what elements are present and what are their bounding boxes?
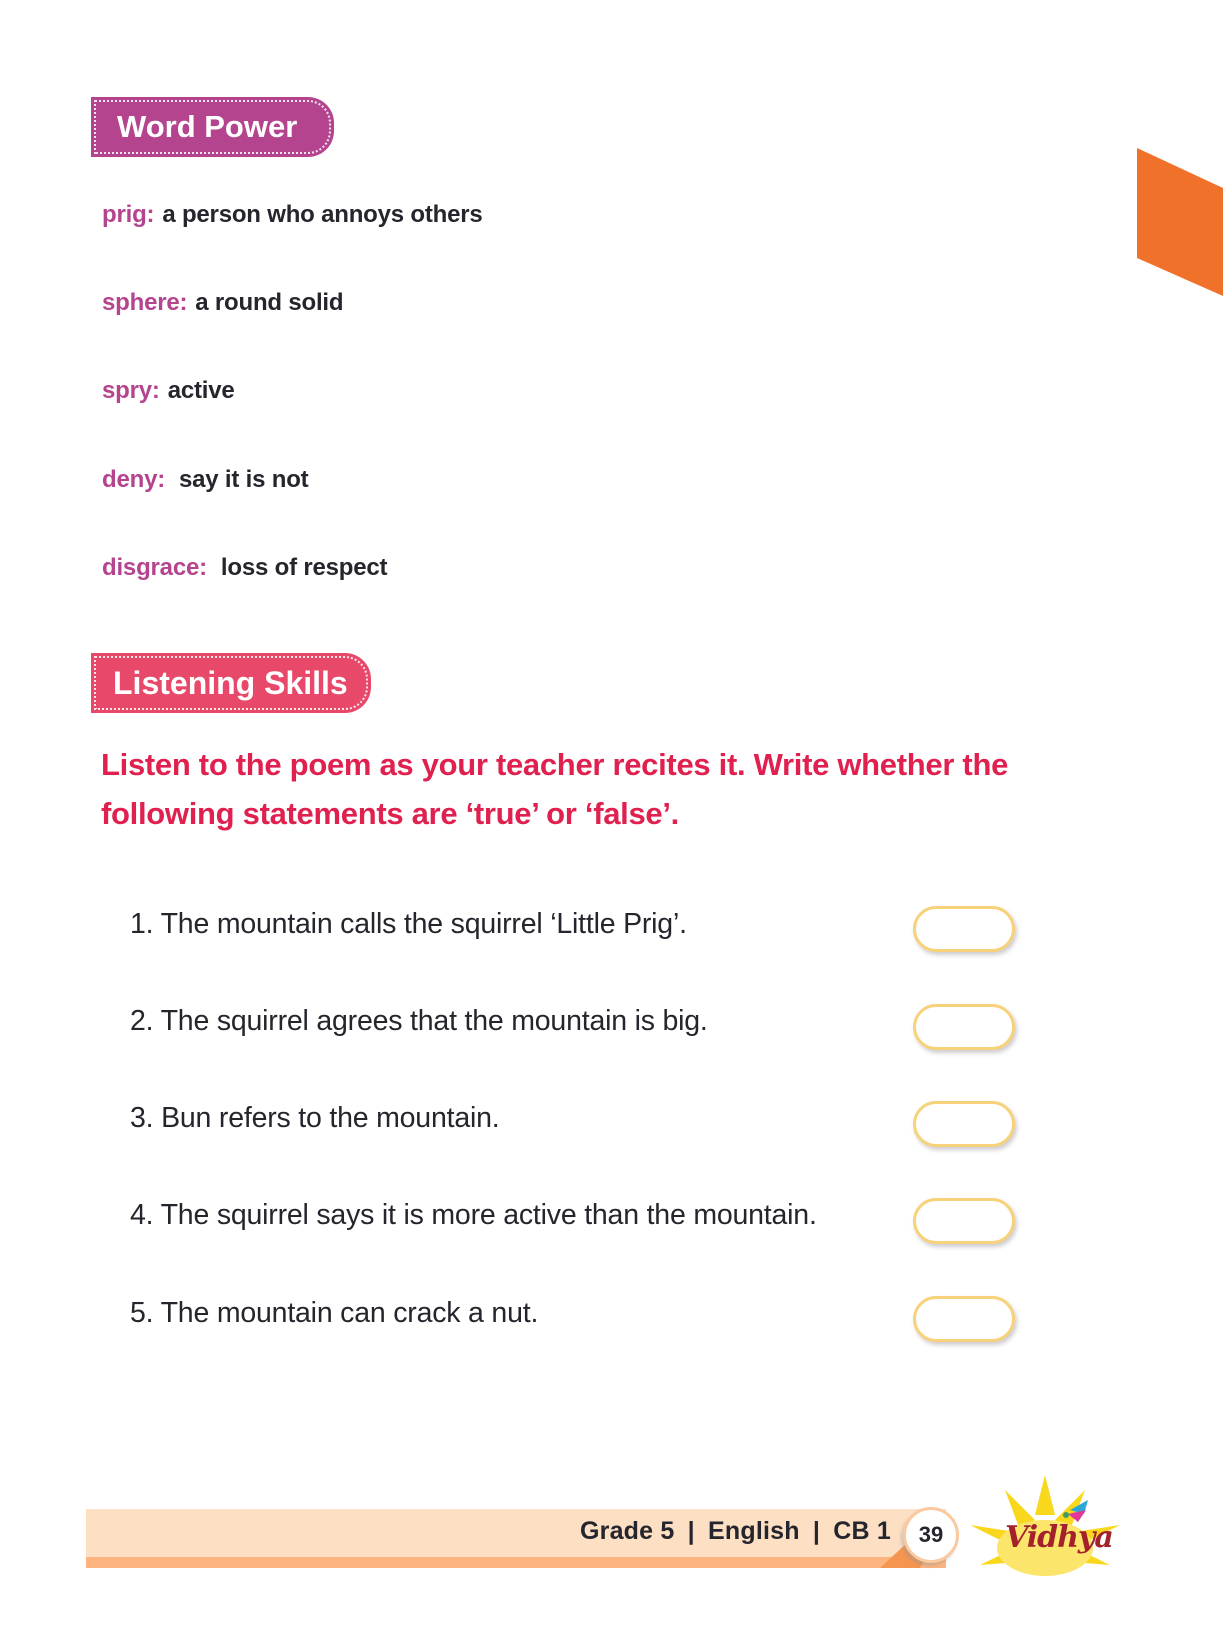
- footer-book-info: [580, 1517, 891, 1546]
- item-number: 3.: [130, 1102, 154, 1134]
- definition-meaning: active: [167, 377, 235, 404]
- definition-item: [102, 201, 483, 229]
- answer-box[interactable]: [913, 1004, 1015, 1050]
- statement-item: [130, 1102, 499, 1135]
- answer-box[interactable]: [913, 1198, 1015, 1244]
- item-text: The mountain can crack a nut.: [160, 1297, 539, 1329]
- definition-term: spry:: [102, 377, 160, 404]
- word-power-badge: [91, 97, 334, 157]
- definition-term: disgrace:: [102, 554, 207, 581]
- listening-skills-title: Listening Skills: [113, 664, 348, 701]
- item-number: 1.: [130, 908, 154, 940]
- footer-book: CB 1: [833, 1517, 891, 1545]
- corner-tab-decoration: [1137, 148, 1223, 296]
- item-text: The squirrel says it is more active than the mountain.: [160, 1199, 817, 1231]
- footer-stripe: [86, 1557, 946, 1568]
- page-number: 39: [903, 1507, 959, 1563]
- footer-subject: English: [708, 1517, 800, 1545]
- definition-term: prig:: [102, 201, 155, 228]
- item-text: The squirrel agrees that the mountain is big.: [160, 1005, 708, 1037]
- footer-grade: Grade 5: [580, 1517, 675, 1545]
- statement-item: [130, 1005, 708, 1038]
- definition-meaning: say it is not: [179, 466, 309, 493]
- footer-separator: |: [812, 1517, 821, 1545]
- item-text: Bun refers to the mountain.: [161, 1102, 500, 1134]
- instruction-line: following statements are ‘true’ or ‘false’.: [101, 796, 679, 831]
- definition-meaning: loss of respect: [220, 554, 388, 581]
- word-power-title: Word Power: [117, 109, 298, 144]
- definition-item: [102, 554, 387, 582]
- footer-separator: |: [687, 1517, 695, 1545]
- definition-item: [102, 289, 343, 317]
- instruction-text: [101, 740, 1141, 838]
- instruction-line: Listen to the poem as your teacher recites it. Write whether the: [101, 747, 1009, 782]
- definition-item: [102, 466, 308, 494]
- item-number: 5.: [130, 1297, 154, 1329]
- statement-item: [130, 908, 687, 941]
- definition-meaning: a person who annoys others: [162, 201, 483, 228]
- definition-term: sphere:: [102, 289, 188, 316]
- answer-box[interactable]: [913, 1101, 1015, 1147]
- answer-box[interactable]: [913, 1296, 1015, 1342]
- definition-meaning: a round solid: [195, 289, 344, 316]
- item-number: 4.: [130, 1199, 154, 1231]
- item-text: The mountain calls the squirrel ‘Little Prig’.: [160, 908, 687, 940]
- listening-skills-badge: [91, 653, 371, 713]
- statement-item: [130, 1199, 817, 1232]
- answer-box[interactable]: [913, 906, 1015, 952]
- definition-item: [102, 377, 235, 405]
- item-number: 2.: [130, 1005, 154, 1037]
- definition-term: deny:: [102, 466, 166, 493]
- statement-item: [130, 1297, 538, 1330]
- vidhya-logo: Vidhya: [1005, 1520, 1113, 1555]
